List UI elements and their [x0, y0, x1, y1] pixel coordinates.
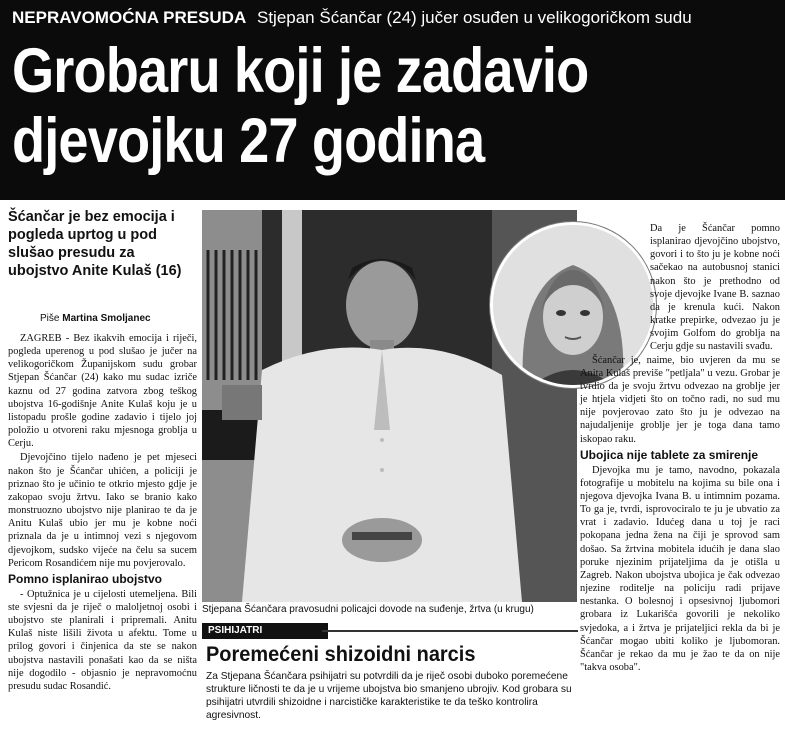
left-subhead: Pomno isplanirao ubojstvo — [8, 571, 163, 586]
headline — [12, 36, 674, 176]
box-label: PSIHIJATRI — [202, 623, 328, 639]
right-intro-wrap — [580, 222, 780, 354]
left-paragraph-1: ZAGREB - Bez ikakvih emocija i riječi, pogleda uperenog u pod slušao je jučer na velikogoričkom Županijskom sudu grobar Stjepan Šćančar (24) kako mu sudac izriče kaznu od 27 godina zatvora zbog teškog ubojstva 16-godišnje Anite Kulaš koju je u listopadu prošle godine zadavio i tijelo joj položio u otvoreni raku mjesnoga groblja u Cerju. — [8, 333, 197, 450]
kicker-text: Stjepan Šćančar (24) jučer osuđen u velikogoričkom sudu — [256, 8, 692, 27]
left-column — [8, 332, 197, 693]
photo-caption: Stjepana Šćančara pravosudni policajci dovode na suđenje, žrtva (u krugu) — [202, 604, 534, 615]
box-title: Poremećeni shizoidni narcis — [206, 643, 476, 666]
right-subhead: Ubojica nije tablete za smirenje — [580, 447, 759, 462]
right-paragraph: Šćančar je, naime, bio uvjeren da mu se Anita Kulaš previše "petljala" u vezu. Grobar je tvrdio da je svoju žrtvu odvezao na groblje jer je htjela vidjeti što on točno radi, no sud mu nije povjerovao zato što ju je odvezao na najudaljenije groblje jer je toga dana tamo iskopao raku. — [580, 354, 780, 445]
kicker — [12, 4, 692, 32]
headline-band — [0, 0, 785, 200]
deck: Šćančar je bez emocija i pogleda uprtog u pod slušao presudu za ubojstvo Anite Kulaš (16) — [8, 209, 182, 279]
headline-line-2: djevojku 27 godina — [12, 106, 485, 176]
byline-prefix: Piše — [40, 313, 60, 324]
right-paragraph-2: Djevojka mu je tamo, navodno, pokazala fotografije u mobitelu na kojima su bile ona i njegova djevojka Ivana B. u intimnim pozama. To ga je, tvrdi, isprovociralo te ju je ubvatio za vrat i zadavio. Idućeg dana u toj je raci pokopana jedna žena na čiji je sprovod sam došao. Sa žrtvina mobitela idućih je dana slao poruke njezinim prijateljima da je otišla u Zagreb. Nakon ubojstva ubojica je čak odvezao njezine roditelje na policiju radi prijave nestanka. O bolesnoj i opsesivnoj ljubomori grobara iz Lukarišća govorili je nekoliko svjedoka, a i žrtva je prijateljici rekla da bi je Šćančar mogao ubiti koliko je ljubomoran. Šćančar je rekao da mu je žao te da on nije "takva osoba". — [580, 464, 780, 673]
right-intro: Da je Šćančar pomno isplanirao djevojčino ubojstvo, govori i to što ju je kobne noći sačekao na autobusnoj stanici nakon što je prethodno od svoje djevojke Ivane B. saznao da je krenula kući. Nakon kratke prepirke, odvezao ju je svojim Golfom do groblja na Cerju gdje su nastavili svađu. — [650, 223, 780, 353]
box-rule — [322, 630, 578, 632]
left-paragraph-2: Djevojčino tijelo nađeno je pet mjeseci nakon što je Šćančar uhićen, a policiji je priznao što je učinio te otkrio mjesto gdje je zakopao svoju žrtvu. Iako se branio kako monstruozno ubojstvo nije planirao te da je Anitu Kulaš ubio jer mu je kobne noći priznala da je u intimnoj vezi s njegovom djevojkom, sudsko vijeće na čelu sa sucem Pericom Rosandićem nije mu povjerovalo. — [8, 452, 197, 569]
kicker-label: NEPRAVOMOĆNA PRESUDA — [12, 8, 247, 27]
box-text: Za Stjepana Šćančara psihijatri su potvrdili da je riječ osobi duboko poremećene strukture ličnosti te da je u vrijeme ubojstva bio smanjeno ubrojiv. Kod grobara su psihijatri utvrdili shizoidne i narcističke karakteristike te da teško kontrolira agresivnost. — [206, 671, 572, 721]
byline — [40, 313, 151, 324]
right-column — [580, 222, 780, 674]
byline-author: Martina Smoljanec — [62, 313, 151, 324]
headline-line-1: Grobaru koji je zadavio — [12, 36, 589, 106]
left-paragraph-3: - Optužnica je u cijelosti utemeljena. Bili ste svjesni da je riječ o maloljetnoj osobi i ubojstvo ste planirali i pripremali. Anitu Kulaš niste lišili života u afektu. Tome u prilog govori i činjenica da ste se nakon ubojstva nastavili ponašati kao da se ništa nije dogodilo - objasnio je nepravomoćnu presudu sudac Rosandić. — [8, 588, 197, 692]
